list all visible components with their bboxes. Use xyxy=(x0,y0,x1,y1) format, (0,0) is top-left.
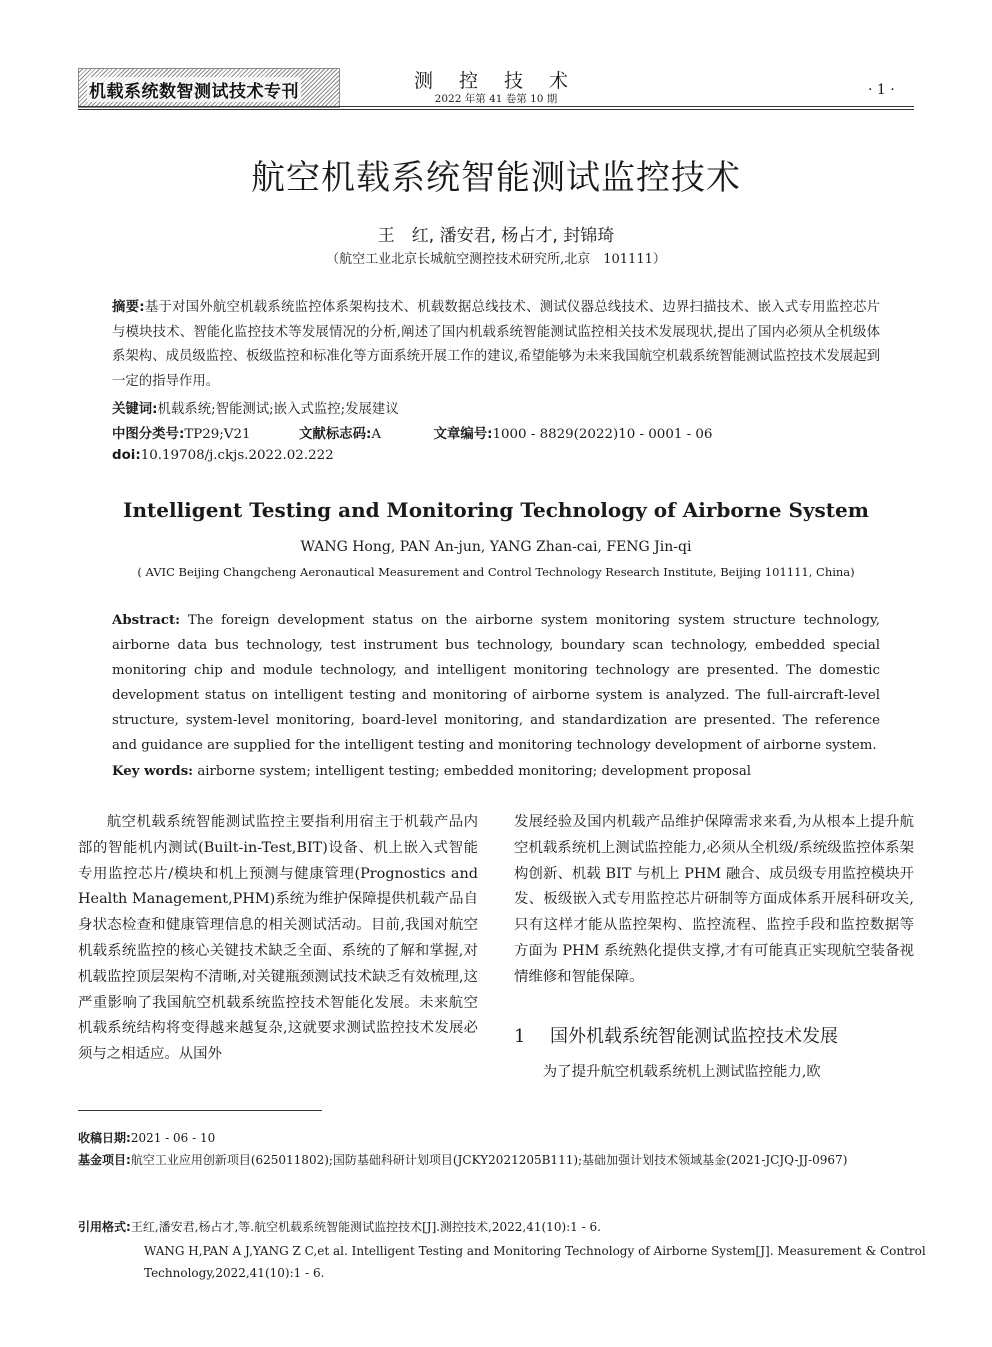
fund-value: 航空工业应用创新项目(625011802);国防基础科研计划项目(JCKY2021205B111);基础加强计划技术领域基金(2021-JCJQ-JJ-0967) xyxy=(130,1153,848,1167)
chinese-abstract xyxy=(112,296,880,394)
english-affiliation: ( AVIC Beijing Changcheng Aeronautical Measurement and Control Technology Research Institute, Beijing 101111, China) xyxy=(137,565,855,579)
english-authors: WANG Hong, PAN An-jun, YANG Zhan-cai, FENG Jin-qi xyxy=(300,539,692,555)
page-number: · 1 · xyxy=(868,82,895,98)
doccode-label: 文献标志码: xyxy=(299,427,372,442)
journal-name: 测 控 技 术 xyxy=(413,70,579,92)
abstract-label: 摘要: xyxy=(112,300,145,315)
cite-label: 引用格式: xyxy=(78,1220,131,1234)
section-heading xyxy=(514,1022,914,1048)
english-abstract-text: The foreign development status on the airborne system monitoring system structure technology, airborne data bus technology, test instrument bus technology, boundary scan technology, embedded special monitoring chip and module technology, and intelligent monitoring technology are presented. The domestic development status on intelligent testing and monitoring of airborne system is analyzed. The full-aircraft-level structure, system-level monitoring, board-level monitoring, and standardization are presented. The reference and guidance are supplied for the intelligent testing and monitoring technology development of airborne system. xyxy=(112,613,880,754)
section-number: 1 xyxy=(514,1026,526,1047)
english-abstract xyxy=(112,608,880,784)
english-keywords-label: Key words: xyxy=(112,763,194,779)
doi-label: doi: xyxy=(112,448,141,463)
doi-link[interactable]: 10.19708/j.ckjs.2022.02.222 xyxy=(140,448,334,463)
clc-value: TP29;V21 xyxy=(184,427,251,442)
articleno-value: 1000 - 8829(2022)10 - 0001 - 06 xyxy=(492,427,713,442)
citation-en: WANG H,PAN A J,YANG Z C,et al. Intelligent Testing and Monitoring Technology of Airborne System[J]. Measurement & Control Technology,2022,41(10):1 - 6. xyxy=(144,1244,926,1280)
english-keywords-text: airborne system; intelligent testing; embedded monitoring; development proposal xyxy=(197,763,751,779)
received-value: 2021 - 06 - 10 xyxy=(130,1131,216,1145)
doccode-value: A xyxy=(371,427,382,442)
body-column-right: 发展经验及国内机载产品维护保障需求来看,为从根本上提升航空机载系统机上测试监控能力,必须从全机级/系统级监控体系架构创新、机载 BIT 与机上 PHM 融合、成员级专用监控模块开发、板级嵌入式专用监控芯片研制等方面成体系开展科研攻关,只有这样才能从监控架构、监控流程、监控手段和监控数据等方面为 PHM 系统熟化提供支撑,才有可能真正实现航空装备视情维修和智能保障。 xyxy=(514,814,914,985)
header-rule xyxy=(78,106,914,107)
keywords-label: 关键词: xyxy=(112,402,158,417)
affiliation: （航空工业北京长城航空测控技术研究所,北京 101111） xyxy=(326,252,666,267)
english-abstract-label: Abstract: xyxy=(112,613,181,628)
doi-line xyxy=(112,448,880,463)
abstract-text: 基于对国外航空机载系统监控体系架构技术、机载数据总线技术、测试仪器总线技术、边界扫描技术、嵌入式专用监控芯片与模块技术、智能化监控技术等发展情况的分析,阐述了国内机载系统智能测试监控相关技术发展现状,提出了国内必须从全机级体系架构、成员级监控、板级监控和标准化等方面系统开展工作的建议,希望能够为未来我国航空机载系统智能测试监控技术发展起到一定的指导作用。 xyxy=(112,300,880,389)
keywords-line xyxy=(112,398,880,417)
body-column-left: 航空机载系统智能测试监控主要指利用宿主于机载产品内部的智能机内测试(Built-in-Test,BIT)设备、机上嵌入式智能专用监控芯片/模块和机上预测与健康管理(Prognostics and Health Management,PHM)系统为维护保障提供机载产品自身状态检查和健康管理信息的相关测试活动。目前,我国对航空机载系统监控的核心关键技术缺乏全面、系统的了解和掌握,对机载监控顶层架构不清晰,对关键瓶颈测试技术缺乏有效梳理,这严重影响了我国航空机载系统监控技术智能化发展。未来航空机载系统结构将变得越来越复杂,这就要求测试监控技术发展必须与之相适应。从国外 xyxy=(78,814,478,1063)
keywords-text: 机载系统;智能测试;嵌入式监控;发展建议 xyxy=(157,402,399,417)
issue-info: 2022 年第 41 卷第 10 期 xyxy=(434,93,558,105)
cite-cn-text: 王红,潘安君,杨占才,等.航空机载系统智能测试监控技术[J].测控技术,2022,41(10):1 - 6. xyxy=(130,1220,601,1234)
footnote-rule xyxy=(78,1110,322,1111)
section-paragraph: 为了提升航空机载系统机上测试监控能力,欧 xyxy=(542,1064,821,1080)
articleno-label: 文章编号: xyxy=(433,427,493,442)
special-issue-label: 机载系统数智测试技术专刊 xyxy=(87,77,301,102)
fund-info xyxy=(78,1149,980,1171)
classification-line xyxy=(112,423,880,442)
clc-label: 中图分类号: xyxy=(112,427,185,442)
received-date xyxy=(78,1127,914,1149)
english-title: Intelligent Testing and Monitoring Technology of Airborne System xyxy=(123,498,869,522)
header-rule-secondary xyxy=(78,109,914,110)
fund-label: 基金项目: xyxy=(78,1153,131,1167)
received-label: 收稿日期: xyxy=(78,1131,131,1145)
author-list: 王 红, 潘安君, 杨占才, 封锦琦 xyxy=(377,226,615,246)
citation-cn xyxy=(78,1216,980,1238)
article-title: 航空机载系统智能测试监控技术 xyxy=(251,158,741,198)
section-title: 国外机载系统智能测试监控技术发展 xyxy=(550,1026,838,1047)
